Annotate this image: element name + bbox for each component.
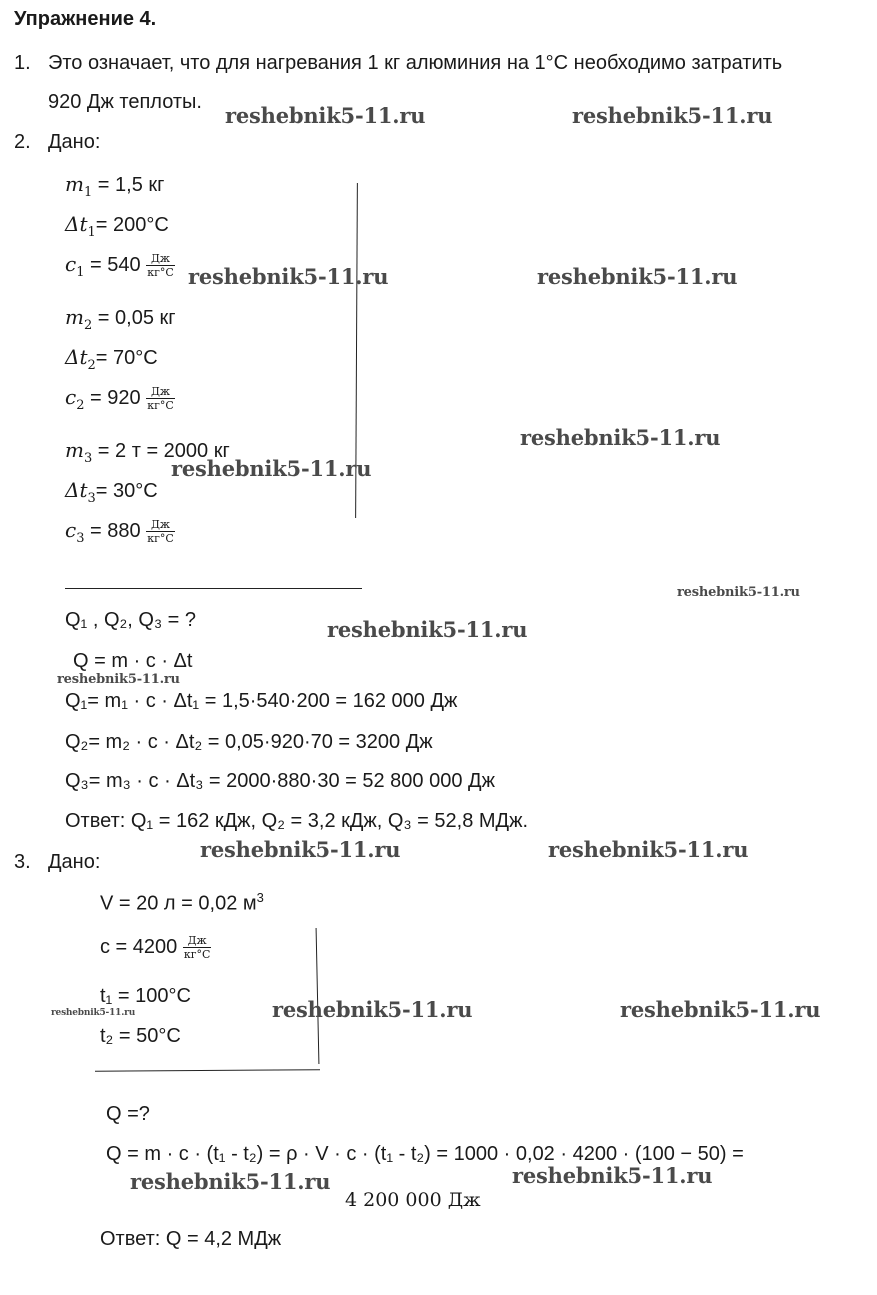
task2-given-label: Дано: <box>48 131 101 153</box>
task3-answer: Ответ: Q = 4,2 МДж <box>100 1228 282 1250</box>
item-number-3: 3. <box>14 851 31 873</box>
task3-find: Q =? <box>106 1103 150 1125</box>
watermark: reshebnik5-11.ru <box>188 264 389 289</box>
answer1-line1: Это означает, что для нагревания 1 кг алюминия на 1°С необходимо затратить <box>48 52 783 74</box>
item-number-1: 1. <box>14 52 31 74</box>
task2-q2: Q₂= m₂ · c · Δt₂ = 0,05·920·70 = 3200 Дж <box>65 731 433 753</box>
watermark: reshebnik5-11.ru <box>620 997 821 1022</box>
watermark: reshebnik5-11.ru <box>677 585 800 600</box>
task3-result: 4 200 000 Дж <box>345 1189 481 1211</box>
watermark: reshebnik5-11.ru <box>130 1169 331 1194</box>
given-c1: $c_1 = 540$ $\frac{Дж}{кг^\circ C}$ <box>65 252 174 280</box>
task2-find: Q₁ , Q₂, Q₃ = ? <box>65 609 197 631</box>
item-number-2: 2. <box>14 131 31 153</box>
watermark: reshebnik5-11.ru <box>272 997 473 1022</box>
task2-q3: Q₃= m₃ · c · Δt₃ = 2000·880·30 = 52 800 000 Дж <box>65 770 495 792</box>
unit-fraction: $\frac{Дж}{кг^\circ C}$ <box>147 385 174 413</box>
given-volume: V = 20 л = 0,02 $м^3$ <box>100 890 264 915</box>
given3-divider-horizontal <box>95 1069 320 1072</box>
given-dt2: $\Delta t_2= 70^\circ C$ <box>65 345 158 373</box>
watermark: reshebnik5-11.ru <box>225 103 426 128</box>
watermark: reshebnik5-11.ru <box>537 264 738 289</box>
given-c3: $c_3 = 880$ $\frac{Дж}{кг^\circ C}$ <box>65 518 174 546</box>
given-dt3: $\Delta t_3= 30^\circ C$ <box>65 478 158 506</box>
task3-given-label: Дано: <box>48 851 101 873</box>
given-m1: $m_1 = 1,5$ кг <box>65 172 165 200</box>
unit-fraction: $\frac{Дж}{кг^\circ C}$ <box>147 518 174 546</box>
unit-fraction: $\frac{Дж}{кг^\circ C}$ <box>183 934 211 961</box>
given-divider-horizontal <box>65 588 362 589</box>
given-m3: $m_3 = 2$ т = 2000 кг <box>65 438 230 466</box>
watermark: reshebnik5-11.ru <box>548 837 749 862</box>
task2-formula: Q = m · c · Δt <box>73 650 193 672</box>
given-t2: t₂ = 50°C <box>100 1025 181 1047</box>
watermark: reshebnik5-11.ru <box>57 672 180 687</box>
answer1-line2: 920 Дж теплоты. <box>48 91 202 113</box>
task3-formula: Q = m · c · (t₁ - t₂) = ρ · V · c · (t₁ - t₂) = 1000 · 0,02 · 4200 · (100 − 50) = <box>106 1143 744 1165</box>
exercise-title: Упражнение 4. <box>14 8 157 30</box>
watermark: reshebnik5-11.ru <box>51 1008 136 1018</box>
given3-divider-vertical <box>316 928 320 1064</box>
task2-q1: Q₁= m₁ · c · Δt₁ = 1,5·540·200 = 162 000 Дж <box>65 690 458 712</box>
given-c: c = 4200 $\frac{Дж}{кг^\circ C}$ <box>100 934 211 961</box>
given-c2: $c_2 = 920$ $\frac{Дж}{кг^\circ C}$ <box>65 385 174 413</box>
task2-answer: Ответ: Q₁ = 162 кДж, Q₂ = 3,2 кДж, Q₃ = 52,8 МДж. <box>65 810 529 832</box>
unit-fraction: $\frac{Дж}{кг^\circ C}$ <box>147 252 174 280</box>
watermark: reshebnik5-11.ru <box>327 617 528 642</box>
watermark: reshebnik5-11.ru <box>572 103 773 128</box>
watermark: reshebnik5-11.ru <box>512 1163 713 1188</box>
given-m2: $m_2 = 0,05$ кг <box>65 305 176 333</box>
given-dt1: $\Delta t_1= 200^\circ C$ <box>65 212 169 240</box>
watermark: reshebnik5-11.ru <box>520 425 721 450</box>
watermark: reshebnik5-11.ru <box>200 837 401 862</box>
given-t1: t₁ = 100°C <box>100 985 191 1007</box>
watermark: reshebnik5-11.ru <box>171 456 372 481</box>
